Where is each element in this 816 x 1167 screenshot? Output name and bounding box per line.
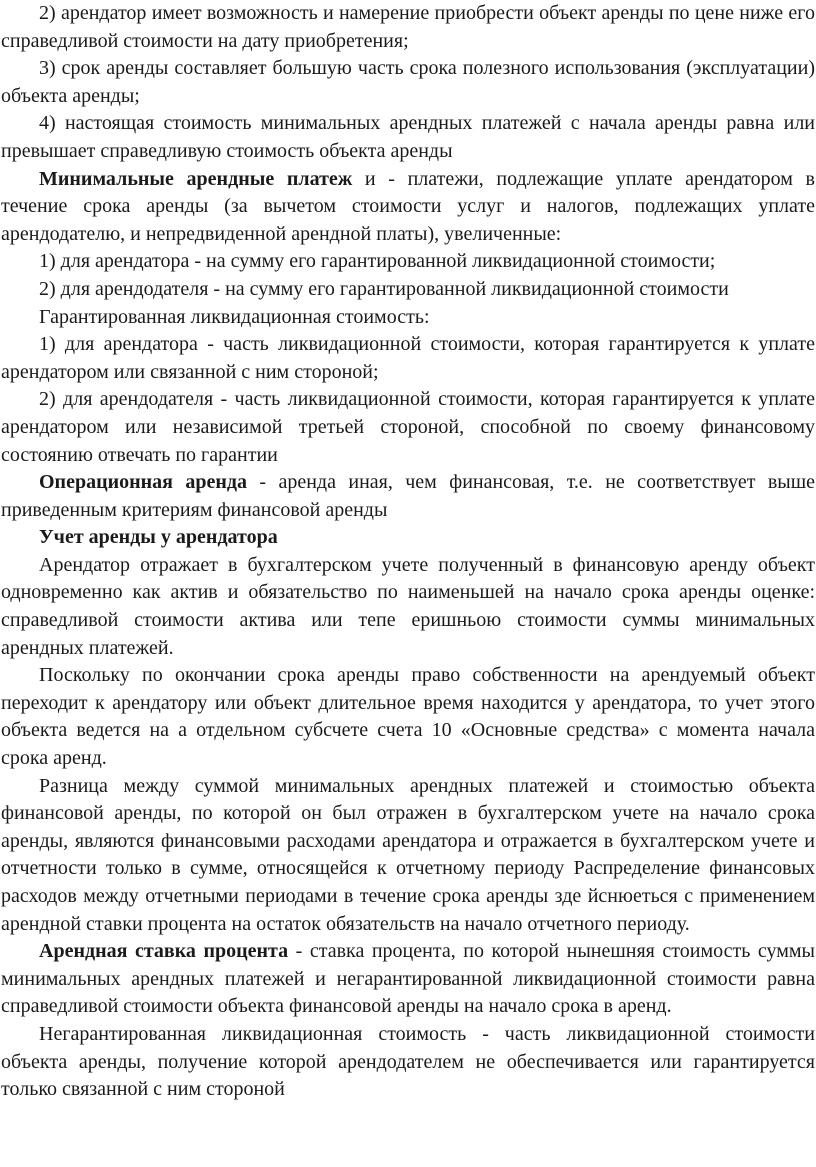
paragraph-guaranteed-lessee: 1) для арендатора - часть ликвидационной стоимости, которая гарантируется к уплате арендатором или связанной с ним стороной; [1, 333, 815, 383]
paragraph-lessee-guaranteed: 1) для арендатора - на сумму его гарантированной ликвидационной стоимости; [39, 250, 716, 273]
paragraph-lease-rate-definition: Арендная ставка процента - ставка процента, по которой нынешняя стоимость суммы минимальных арендных платежей и негарантированной ликвидационной стоимости равна справедливой стоимости объекта финансовой аренды на начало срока в аренд. [1, 940, 815, 1018]
paragraph-unguaranteed-residual: Негарантированная ликвидационная стоимость - часть ликвидационной стоимости объекта аренды, получение которой арендодателем не обеспечивается или гарантируется только связанной с ним стороной [1, 1022, 815, 1101]
paragraph-operating-lease-definition: Операционная аренда - аренда иная, чем финансовая, т.е. не соответствует выше приведенным критериям финансовой аренды [1, 471, 815, 521]
paragraph-guaranteed-lessor: 2) для арендодателя - часть ликвидационной стоимости, которая гарантируется к уплате арендатором или независимой третьей стороной, способной по своему финансовому состоянию отвечать по гарантии [1, 388, 815, 466]
section-heading-lessee-accounting [1, 524, 815, 552]
paragraph-minimal-payments-definition: Минимальные арендные платеж и - платежи, подлежащие уплате арендатором в течение срока аренды (за вычетом стоимости услуг и налогов, подлежащих уплате арендодателю, и непредвиденной арендной платы), увеличенные: [1, 167, 815, 245]
term-lease-rate: Арендная ставка процента [39, 940, 289, 963]
paragraph-lessor-guaranteed: 2) для арендодателя - на сумму его гарантированной ликвидационной стоимости [39, 277, 729, 300]
paragraph-condition-3: 3) срок аренды составляет большую часть срока полезного использования (эксплуатации) объекта аренды; [1, 57, 815, 107]
paragraph-guaranteed-residual-heading: Гарантированная ликвидационная стоимость: [39, 305, 430, 328]
paragraph-finance-expenses: Разница между суммой минимальных арендных платежей и стоимостью объекта финансовой аренды, по которой он был отражен в бухгалтерском учете на начало срока аренды, являются финансовыми расходами арендатора и отражается в бухгалтерском учете и отчетности только в сумме, относящейся к отчетному периоду Распределение финансовых расходов между отчетными периодами в течение срока аренды зде йснюеться с применением арендной ставки процента на остаток обязательств на начало отчетного периоду. [1, 774, 815, 935]
heading-lessee-accounting: Учет аренды у арендатора [39, 526, 278, 549]
paragraph-condition-2: 2) арендатор имеет возможность и намерение приобрести объект аренды по цене ниже его справедливой стоимости на дату приобретения; [1, 2, 815, 52]
paragraph-condition-4: 4) настоящая стоимость минимальных арендных платежей с начала аренды равна или превышает справедливую стоимость объекта аренды [1, 112, 815, 162]
term-minimal-payments: Минимальные арендные платеж [39, 167, 353, 190]
term-operating-lease: Операционная аренда [39, 471, 248, 494]
paragraph-ownership-transfer: Поскольку по окончании срока аренды право собственности на арендуемый объект переходит к арендатору или объект длительное время находится у арендатора, то учет этого объекта ведется на а отдельном субсчете счета 10 «Основные средства» с момента начала срока аренд. [1, 664, 815, 770]
paragraph-lessee-recognition: Арендатор отражает в бухгалтерском учете полученный в финансовую аренду объект одновременно как актив и обязательство по наименьшей на начало срока аренды оценке: справедливой стоимости актива или тепе еришньою стоимости суммы минимальных арендных платежей. [1, 553, 815, 659]
